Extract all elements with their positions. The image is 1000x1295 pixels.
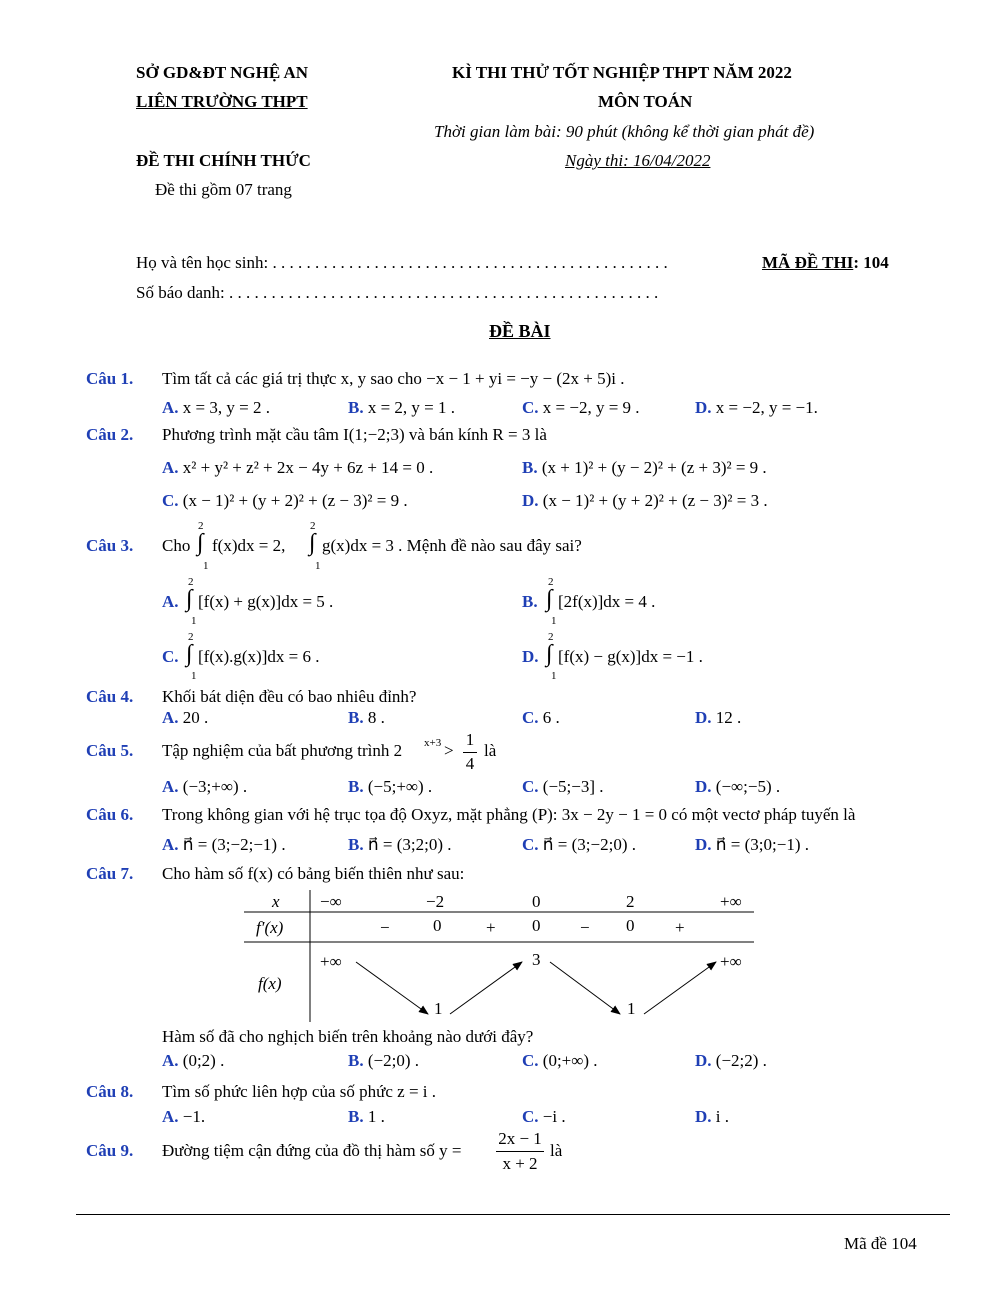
fraction-denominator: x + 2 <box>502 1154 538 1173</box>
option-c: C. x = −2, y = 9 . <box>522 398 640 417</box>
option-d: D. i . <box>695 1107 730 1126</box>
question-label: Câu 4. <box>86 687 134 706</box>
arrow-decreasing <box>550 962 620 1014</box>
question-label: Câu 8. <box>86 1082 134 1101</box>
exam-duration: Thời gian làm bài: 90 phút (không kể thời gian phát đề) <box>434 122 815 141</box>
option-a: A. −1. <box>162 1107 206 1126</box>
exam-title: KÌ THI THỬ TỐT NGHIỆP THPT NĂM 2022 <box>452 63 792 82</box>
question-text-cho: Cho <box>162 536 191 555</box>
option-b: B. (−2;0) . <box>348 1051 419 1070</box>
option-d-text: [f(x) − g(x)]dx = −1 . <box>558 647 703 666</box>
question-label: Câu 9. <box>86 1141 134 1160</box>
arrow-decreasing <box>356 962 428 1014</box>
option-a: A. (−3;+∞) . <box>162 777 248 796</box>
subject-title: MÔN TOÁN <box>598 92 693 111</box>
f-value: +∞ <box>320 952 342 971</box>
integral-lower: 1 <box>191 670 197 682</box>
integral-sign: ∫ <box>197 530 204 556</box>
integral-sign: ∫ <box>186 641 193 667</box>
exam-date: Ngày thi: 16/04/2022 <box>565 151 711 170</box>
section-title: ĐỀ BÀI <box>489 321 551 341</box>
integral-upper: 2 <box>198 520 204 532</box>
option-c: C. (x − 1)² + (y + 2)² + (z − 3)² = 9 . <box>162 491 408 510</box>
question-subtext: Hàm số đã cho nghịch biến trên khoảng nào dưới đây? <box>162 1027 534 1046</box>
question-label: Câu 3. <box>86 536 134 555</box>
exponent: x+3 <box>424 737 442 749</box>
fprime-sign: + <box>486 918 496 937</box>
option-a: A. x² + y² + z² + 2x − 4y + 6z + 14 = 0 . <box>162 458 434 477</box>
question-text-end: là <box>484 741 497 760</box>
option-d: D. (−2;2) . <box>695 1051 767 1070</box>
question-text: Đường tiệm cận đứng của đồ thị hàm số y = <box>162 1141 462 1160</box>
integral-sign: ∫ <box>546 641 553 667</box>
option-d: D. n⃗ = (3;0;−1) . <box>695 835 809 854</box>
question-label: Câu 7. <box>86 864 134 883</box>
integral-f: f(x)dx = 2, <box>212 536 286 555</box>
option-c: C. (−5;−3] . <box>522 777 604 796</box>
option-c: C. (0;+∞) . <box>522 1051 598 1070</box>
inequality-sign: > <box>444 741 454 760</box>
table-f-label: f(x) <box>258 974 282 993</box>
option-c: C. 6 . <box>522 708 560 727</box>
exam-code-value: : 104 <box>853 253 889 272</box>
fraction-bar <box>496 1151 544 1152</box>
table-x-label: x <box>272 892 280 911</box>
option-b-text: [2f(x)]dx = 4 . <box>558 592 656 611</box>
fprime-sign: − <box>380 918 390 937</box>
f-value: 1 <box>434 999 443 1018</box>
integral-lower: 1 <box>551 615 557 627</box>
integral-upper: 2 <box>548 576 554 588</box>
option-a-text: [f(x) + g(x)]dx = 5 . <box>198 592 334 611</box>
x-value: 2 <box>626 892 635 911</box>
student-id-field: Số báo danh: . . . . . . . . . . . . . . . . . . . . . . . . . . . . . . . . . . . . . . . . . . . . . . . . . . . <box>136 283 659 302</box>
option-a: A. x = 3, y = 2 . <box>162 398 270 417</box>
option-b: B. <box>522 592 538 611</box>
x-value: +∞ <box>720 892 742 911</box>
footer-exam-code: Mã đề 104 <box>844 1234 917 1253</box>
option-a: A. <box>162 592 179 611</box>
question-text: Tìm tất cả các giá trị thực x, y sao cho −x − 1 + yi = −y − (2x + 5)i . <box>162 369 625 388</box>
fprime-zero: 0 <box>626 916 635 935</box>
fraction-numerator: 2x − 1 <box>498 1129 542 1148</box>
exam-code-label: MÃ ĐỀ THI <box>762 253 854 272</box>
integral-lower: 1 <box>551 670 557 682</box>
question-text: Trong không gian với hệ trục tọa độ Oxyz, mặt phẳng (P): 3x − 2y − 1 = 0 có một vectơ pháp tuyến là <box>162 805 856 824</box>
f-value: 3 <box>532 950 541 969</box>
exam-status: ĐỀ THI CHÍNH THỨC <box>136 151 311 170</box>
option-d: D. <box>522 647 539 666</box>
question-text-end: là <box>550 1141 563 1160</box>
school-name: LIÊN TRƯỜNG THPT <box>136 92 308 111</box>
option-b: B. (−5;+∞) . <box>348 777 433 796</box>
table-fprime-label: f′(x) <box>256 918 284 937</box>
integral-upper: 2 <box>188 631 194 643</box>
option-a: A. (0;2) . <box>162 1051 225 1070</box>
integral-lower: 1 <box>315 560 321 572</box>
option-a: A. n⃗ = (3;−2;−1) . <box>162 835 286 854</box>
question-label: Câu 5. <box>86 741 134 760</box>
question-label: Câu 1. <box>86 369 134 388</box>
arrow-increasing <box>644 962 716 1014</box>
question-text: Cho hàm số f(x) có bảng biến thiên như sau: <box>162 864 465 883</box>
option-d: D. (x − 1)² + (y + 2)² + (z − 3)² = 3 . <box>522 491 768 510</box>
fprime-sign: + <box>675 918 685 937</box>
integral-upper: 2 <box>310 520 316 532</box>
fprime-zero: 0 <box>433 916 442 935</box>
option-b: B. x = 2, y = 1 . <box>348 398 456 417</box>
option-d: D. 12 . <box>695 708 742 727</box>
fprime-sign: − <box>580 918 590 937</box>
option-b: B. 8 . <box>348 708 385 727</box>
integral-sign: ∫ <box>186 586 193 612</box>
exam-code <box>762 253 889 273</box>
option-c-text: [f(x).g(x)]dx = 6 . <box>198 647 320 666</box>
footer-divider <box>76 1214 950 1215</box>
question-label: Câu 6. <box>86 805 134 824</box>
option-d: D. (−∞;−5) . <box>695 777 781 796</box>
page-count: Đề thi gồm 07 trang <box>155 180 292 199</box>
x-value: 0 <box>532 892 541 911</box>
option-c: C. <box>162 647 179 666</box>
integral-upper: 2 <box>188 576 194 588</box>
question-label: Câu 2. <box>86 425 134 444</box>
integral-upper: 2 <box>548 631 554 643</box>
option-c: C. −i . <box>522 1107 566 1126</box>
x-value: −2 <box>426 892 445 911</box>
fraction-numerator: 1 <box>465 730 475 749</box>
f-value: +∞ <box>720 952 742 971</box>
integral-sign: ∫ <box>546 586 553 612</box>
integral-g: g(x)dx = 3 . Mệnh đề nào sau đây sai? <box>322 536 582 555</box>
fraction-denominator: 4 <box>465 754 475 773</box>
option-a: A. 20 . <box>162 708 209 727</box>
integral-lower: 1 <box>203 560 209 572</box>
question-text: Tập nghiệm của bất phương trình 2 <box>162 741 403 760</box>
integral-lower: 1 <box>191 615 197 627</box>
f-value: 1 <box>627 999 636 1018</box>
fraction-bar <box>463 752 477 753</box>
school-department: SỞ GD&ĐT NGHỆ AN <box>136 63 309 82</box>
question-text: Tìm số phức liên hợp của số phức z = i . <box>162 1082 437 1101</box>
option-b: B. n⃗ = (3;2;0) . <box>348 835 452 854</box>
option-d: D. x = −2, y = −1. <box>695 398 818 417</box>
integral-sign: ∫ <box>309 530 316 556</box>
x-value: −∞ <box>320 892 342 911</box>
question-text: Khối bát diện đều có bao nhiêu đỉnh? <box>162 687 417 706</box>
student-name-field: Họ và tên học sinh: . . . . . . . . . . . . . . . . . . . . . . . . . . . . . . . . . . . . . . . . . . . . . . . <box>136 253 668 272</box>
question-text: Phương trình mặt cầu tâm I(1;−2;3) và bán kính R = 3 là <box>162 425 547 444</box>
option-b: B. 1 . <box>348 1107 385 1126</box>
fprime-zero: 0 <box>532 916 541 935</box>
option-b: B. (x + 1)² + (y − 2)² + (z + 3)² = 9 . <box>522 458 767 477</box>
option-c: C. n⃗ = (3;−2;0) . <box>522 835 636 854</box>
arrow-increasing <box>450 962 522 1014</box>
